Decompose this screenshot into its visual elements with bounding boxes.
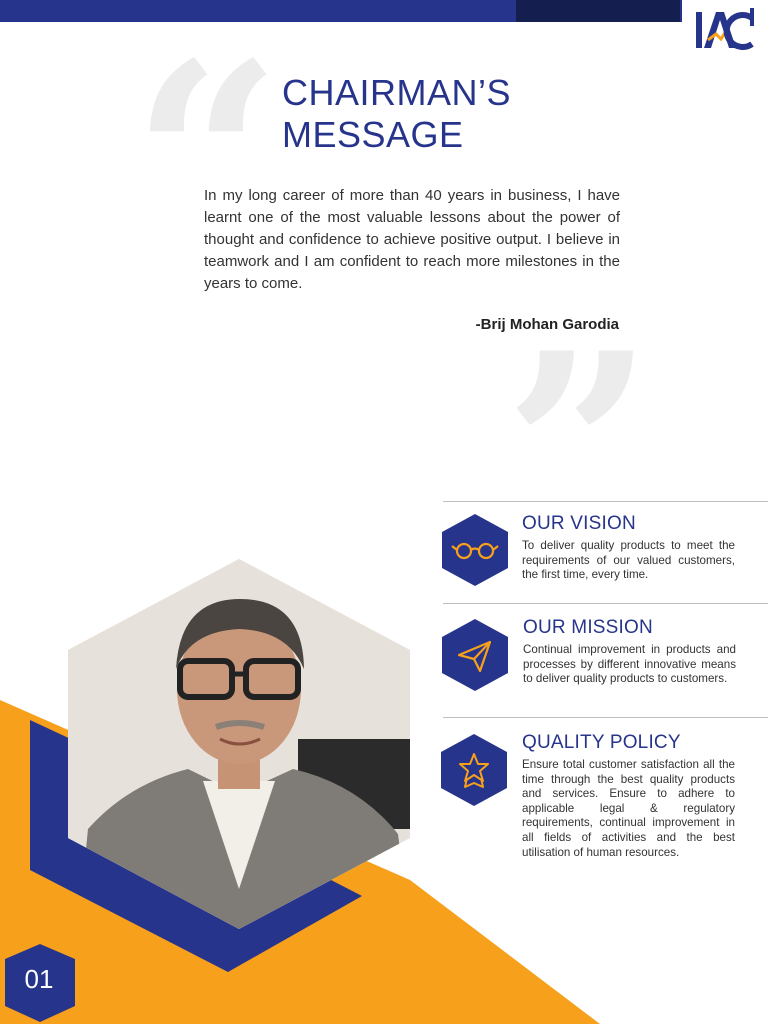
section-text-vision: To deliver quality products to meet the requirements of our valued customers, the first time, every time. xyxy=(522,539,735,582)
section-divider xyxy=(443,501,768,502)
section-text-quality-policy: Ensure total customer satisfaction all the time through the best quality products and services. Ensure to adhere to applicable legal & regulatory requirements, continual improvement in all fields of activities and the best utilisation of human resources. xyxy=(522,758,735,859)
vision-icon-badge xyxy=(442,514,508,586)
section-divider xyxy=(443,717,768,718)
quality-icon-badge xyxy=(441,734,507,806)
title-line-2: MESSAGE xyxy=(282,114,464,155)
section-divider xyxy=(443,603,768,604)
section-title-vision: OUR VISION xyxy=(522,513,636,534)
title-line-1: CHAIRMAN’S xyxy=(282,72,512,113)
section-title-quality-policy: QUALITY POLICY xyxy=(522,732,681,753)
mission-icon-badge xyxy=(442,619,508,691)
signature: -Brij Mohan Garodia xyxy=(475,316,619,333)
chairman-photo xyxy=(68,559,410,929)
page-number: 01 xyxy=(24,964,54,994)
section-text-mission: Continual improvement in products and processes by different innovative means to deliver quality products to customers. xyxy=(523,643,736,686)
chairman-message: In my long career of more than 40 years in business, I have learnt one of the most valuable lessons about the power of thought and confidence to achieve positive output. I believe in teamwork and I am confident to reach more milestones in the years to come. xyxy=(204,187,620,292)
section-title-mission: OUR MISSION xyxy=(523,617,653,638)
